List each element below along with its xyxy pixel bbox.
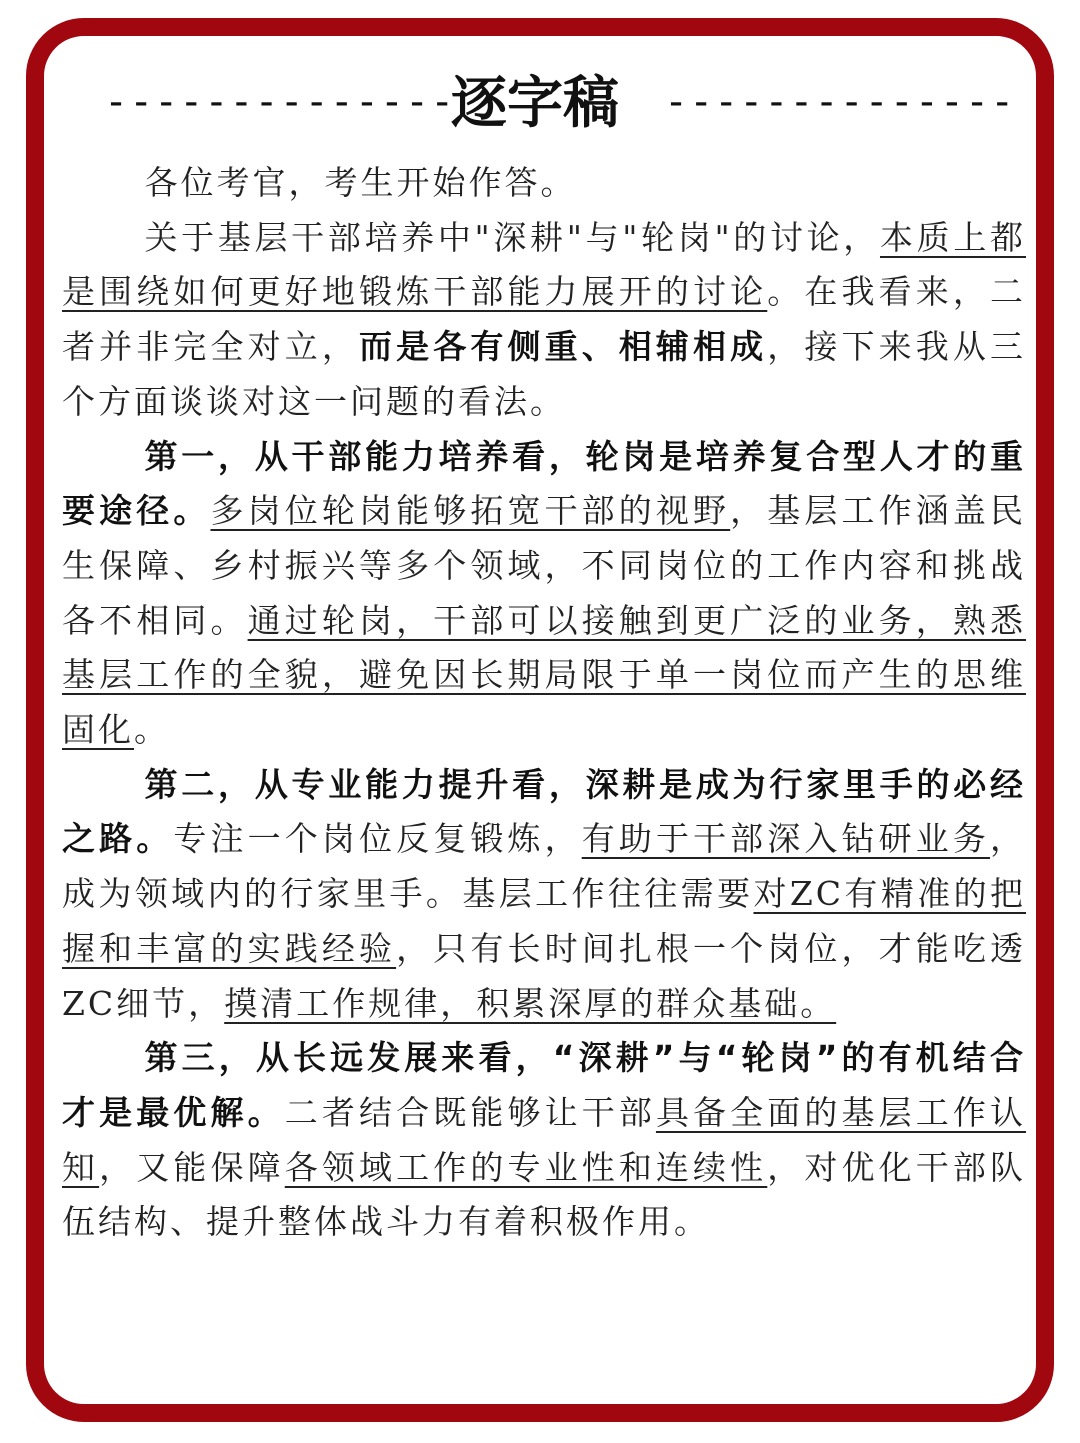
title-dashes-left: -------------- (104, 79, 456, 125)
point3-text-3: ，对优化干部队伍结构、提升整体战斗力有着积极作用。 (62, 1147, 1027, 1242)
point1-underline-2: 通过轮岗，干部可以接触到更广泛的业务，熟悉基层工作的全貌，避免因长期局限于单一岗位而产生的思维固化 (62, 600, 1027, 750)
intro-text-2: 。在我看来，二者并非完全对立， (62, 272, 1027, 367)
paragraph-intro (62, 211, 1026, 430)
title-row (0, 60, 1080, 150)
point2-text-1: 专注一个岗位反复锻炼， (173, 819, 582, 859)
paragraph-point-1 (62, 430, 1026, 758)
point2-underline-3: 摸清工作规律，积累深厚的群众基础。 (224, 983, 837, 1023)
point2-underline-1: 有助于干部深入钻研业务 (581, 819, 991, 859)
point2-text-3: ，只有长时间扎根一个岗位，才能吃透ZC细节， (62, 928, 1027, 1023)
paragraph-point-2 (62, 758, 1026, 1032)
point1-text-2: 。 (134, 710, 170, 750)
paragraph-point-3 (62, 1031, 1026, 1250)
point2-heading: 第二，从专业能力提升看，深耕是成为行家里手的必经之路。 (62, 764, 1026, 859)
intro-text-1: 关于基层干部培养中"深耕"与"轮岗"的讨论， (144, 217, 880, 257)
point3-heading: 第三，从长远发展来看，“深耕”与“轮岗”的有机结合才是最优解。 (62, 1038, 1026, 1132)
intro-bold-1: 而是各有侧重、相辅相成 (358, 327, 768, 367)
point1-text-1: ，基层工作涵盖民生保障、乡村振兴等多个领域，不同岗位的工作内容和挑战各不相同。 (62, 491, 1027, 640)
point2-text-2: ，成为领域内的行家里手。基层工作往往需要 (62, 819, 1027, 914)
paragraph-opening (62, 156, 1026, 211)
transcript-body (62, 156, 1026, 1250)
point3-text-1: 二者结合既能够让干部 (284, 1092, 656, 1132)
point3-underline-2: 各领域工作的专业性和连续性 (284, 1147, 768, 1187)
page-title: 逐字稿 (451, 71, 619, 136)
point2-underline-2: 对ZC有精准的把握和丰富的实践经验 (62, 874, 1027, 968)
opening-text: 各位考官，考生开始作答。 (144, 163, 577, 202)
intro-underline-1: 本质上都是围绕如何更好地锻炼干部能力展开的讨论 (62, 217, 1026, 312)
point1-heading: 第一，从干部能力培养看，轮岗是培养复合型人才的重要途径。 (62, 436, 1026, 531)
title-dashes-right: -------------- (664, 79, 1016, 125)
point3-text-2: ，又能保障 (99, 1147, 285, 1187)
point1-underline-1: 多岗位轮岗能够拓宽干部的视野 (210, 491, 731, 531)
intro-text-3: ，接下来我从三个方面谈谈对这一问题的看法。 (62, 327, 1027, 421)
point3-underline-1: 具备全面的基层工作认知 (62, 1092, 1027, 1187)
